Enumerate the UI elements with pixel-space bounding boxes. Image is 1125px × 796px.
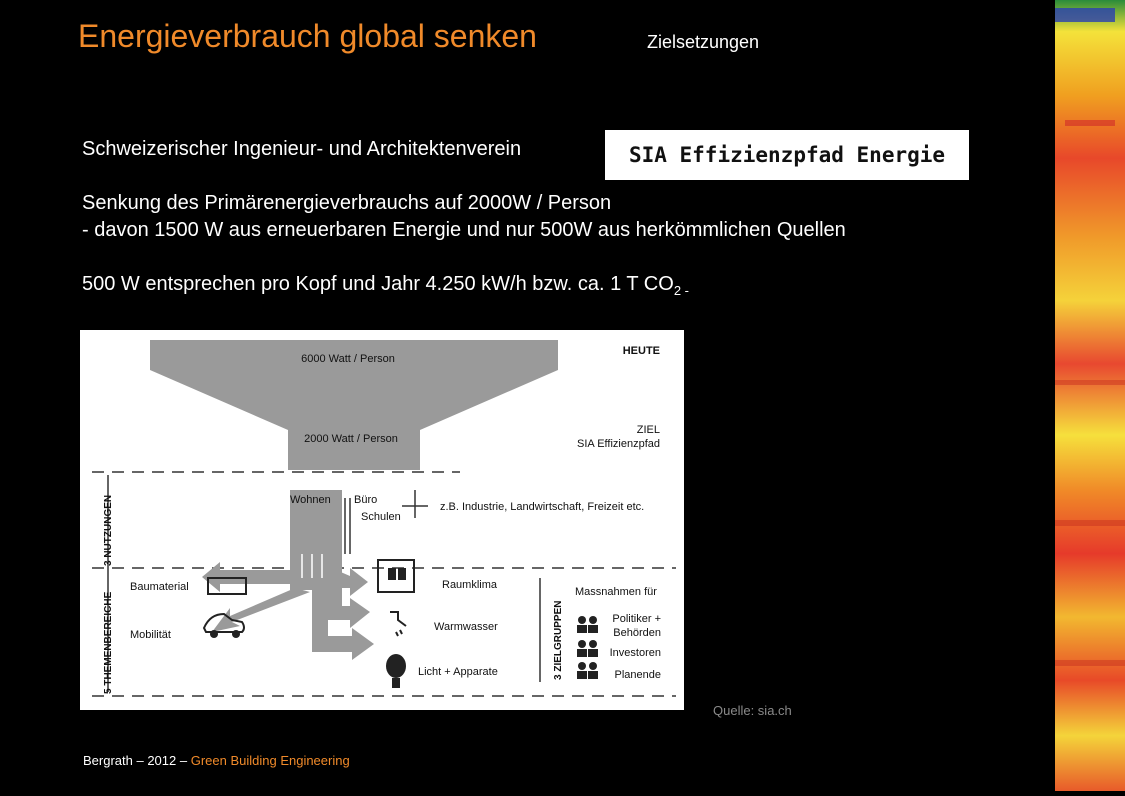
arrow-licht (312, 590, 374, 660)
arrow-warmwasser (328, 590, 370, 628)
slide-subtitle: Zielsetzungen (647, 32, 760, 52)
label-themenbereiche: 5 THEMENBEREICHE (103, 591, 114, 694)
co2-text (82, 273, 689, 298)
label-licht: Licht + Apparate (418, 666, 498, 678)
label-politiker: Politiker + (612, 613, 661, 625)
label-raumklima: Raumklima (442, 579, 498, 591)
label-baumaterial: Baumaterial (130, 581, 189, 593)
label-mobilitaet: Mobilität (130, 629, 171, 641)
label-behoerden: Behörden (613, 627, 661, 639)
label-ziel-sub: SIA Effizienzpfad (577, 438, 660, 450)
source-text: Quelle: sia.ch (713, 703, 792, 718)
label-wohnen: Wohnen (290, 494, 331, 506)
energy-path-diagram (80, 330, 684, 710)
label-warmwasser: Warmwasser (434, 621, 498, 633)
diagram-svg (80, 330, 684, 710)
co2-subscript: 2 - (673, 283, 689, 298)
footer (83, 753, 350, 768)
label-ziel: ZIEL (636, 424, 660, 436)
label-heute: HEUTE (622, 345, 660, 357)
label-massnahmen: Massnahmen für (575, 586, 657, 598)
sia-badge: SIA Effizienzpfad Energie (605, 130, 969, 180)
label-nutzungen: 3 NUTZUNGEN (103, 494, 114, 566)
label-planende: Planende (614, 669, 661, 681)
label-2000: 2000 Watt / Person (304, 433, 398, 445)
people-icon (577, 616, 598, 633)
label-buero: Büro (354, 494, 378, 506)
footer-author: Bergrath – 2012 – (83, 753, 191, 768)
label-6000: 6000 Watt / Person (301, 353, 395, 365)
people-icon (577, 640, 598, 657)
label-schulen: Schulen (361, 511, 401, 523)
faucet-icon (390, 612, 406, 636)
bulb-icon (386, 654, 406, 678)
label-zielgruppen: 3 ZIELGRUPPEN (553, 600, 564, 680)
renewable-text: - davon 1500 W aus erneuerbaren Energie und nur 500W aus herkömmlichen Quellen (82, 219, 846, 241)
co2-main: 500 W entsprechen pro Kopf und Jahr 4.250 kW/h bzw. ca. 1 T CO (82, 273, 674, 295)
footer-accent: Green Building Engineering (190, 753, 350, 768)
slide-title: Energieverbrauch global senken (78, 18, 537, 54)
label-industrie: z.B. Industrie, Landwirtschaft, Freizeit etc. (440, 501, 645, 513)
organization-text: Schweizerischer Ingenieur- und Architektenverein (82, 138, 522, 160)
thermal-image-strip (1055, 0, 1125, 791)
reduction-text: Senkung des Primärenergieverbrauchs auf 2000W / Person (82, 192, 612, 214)
label-investoren: Investoren (609, 647, 661, 659)
people-icon (577, 662, 598, 679)
